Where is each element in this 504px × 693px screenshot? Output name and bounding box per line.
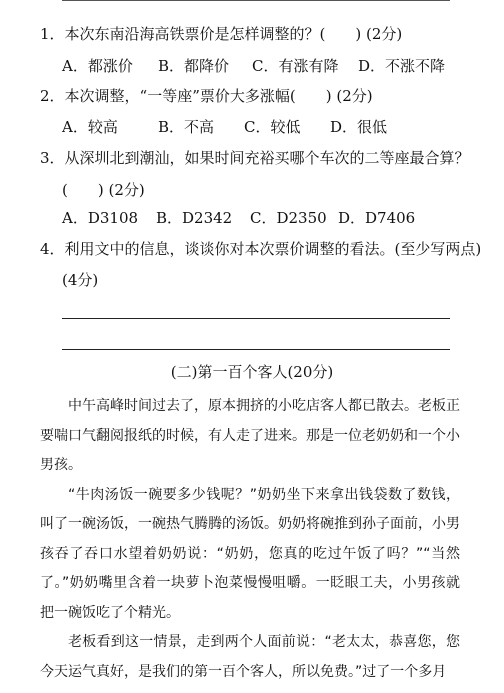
question-3: 3．从深圳北到潮汕，如果时间充裕买哪个车次的二等座最合算？	[40, 149, 470, 167]
option-d: D．不涨不降	[358, 57, 446, 75]
story-paragraph-3: 老板看到这一情景，走到两个人面前说：“老太太，恭喜您，您今天运气真好，是我们的第一百个客人，所以免费。”过了一个多月	[40, 634, 460, 680]
answer-line	[62, 349, 450, 350]
option-c: C．有涨有降	[252, 57, 339, 75]
question-1: 1．本次东南沿海高铁票价是怎样调整的？( ) (2分)	[40, 25, 403, 43]
answer-line	[62, 318, 450, 319]
top-rule	[62, 0, 450, 1]
option-a: A．较高	[62, 118, 118, 136]
story-paragraph-1: 中午高峰时间过去了，原本拥挤的小吃店客人都已散去。老板正要喘口气翻阅报纸的时候，有人走了进来。那是一位老奶奶和一个小男孩。	[40, 398, 460, 473]
option-b: B．D2342	[156, 209, 233, 227]
option-c: C．D2350	[250, 209, 327, 227]
option-d: D．D7406	[338, 209, 416, 227]
question-4-points: (4分)	[62, 271, 99, 289]
option-a: A．D3108	[62, 209, 139, 227]
option-d: D．很低	[330, 118, 388, 136]
section-title: (二)第一百个客人(20分)	[170, 363, 334, 381]
story-text	[40, 392, 460, 687]
question-4: 4．利用文中的信息，谈谈你对本次票价调整的看法。(至少写两点)	[40, 240, 482, 258]
option-b: B．都降价	[158, 57, 230, 75]
question-2: 2．本次调整，“一等座”票价大多涨幅( ) (2分)	[40, 87, 373, 105]
question-3-points: ( ) (2分)	[62, 181, 145, 199]
option-b: B．不高	[158, 118, 215, 136]
option-c: C．较低	[244, 118, 301, 136]
story-paragraph-2: “牛肉汤饭一碗要多少钱呢？”奶奶坐下来拿出钱袋数了数钱，叫了一碗汤饭，一碗热气腾腾的汤饭。奶奶将碗推到孙子面前，小男孩吞了吞口水望着奶奶说：“奶奶，您真的吃过午饭了吗？”“当然了。”奶奶嘴里含着一块萝卜泡菜慢慢咀嚼。一眨眼工夫，小男孩就把一碗饭吃了个精光。	[40, 486, 460, 621]
option-a: A．都涨价	[62, 57, 133, 75]
